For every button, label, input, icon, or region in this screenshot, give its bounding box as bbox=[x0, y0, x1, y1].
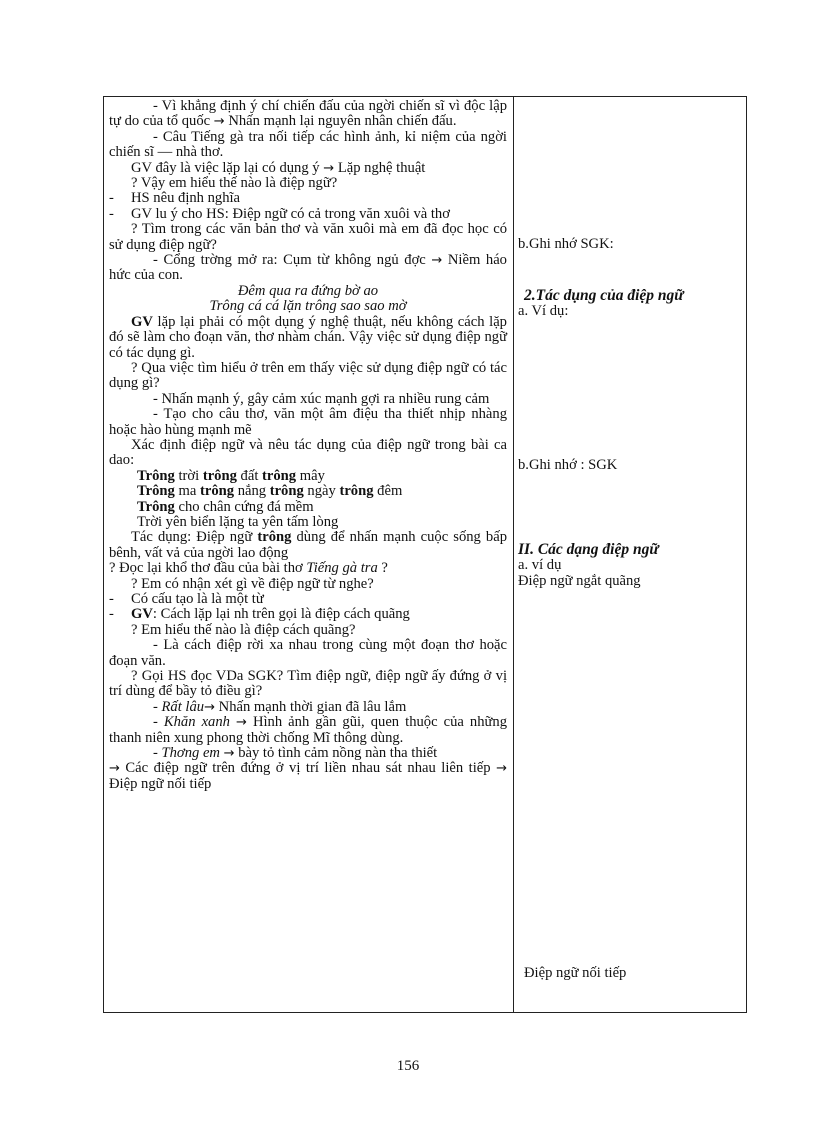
example-label: a. Ví dụ: bbox=[518, 303, 569, 319]
text-line: - Khăn xanh → Hình ảnh gần gũi, quen thuộc của những thanh niên xung phong thời chống Mĩ thông dùng. bbox=[109, 714, 507, 746]
question: ? Đọc lại khổ thơ đầu của bài thơ Tiếng gà tra ? bbox=[109, 560, 388, 577]
lesson-table bbox=[103, 96, 747, 1013]
text-line: GV đây là việc lặp lại có dụng ý → Lặp nghệ thuật bbox=[131, 159, 426, 176]
text-line: - Vì khẳng định ý chí chiến đấu của ngời chiến sĩ vì độc lập tự do của tổ quốc → Nhấn mạnh lại nguyên nhân chiến đấu. bbox=[109, 98, 507, 130]
text-line: → Các điệp ngữ trên đứng ở vị trí liền nhau sát nhau liên tiếp → Điệp ngữ nối tiếp bbox=[109, 760, 507, 792]
note-label: b.Ghi nhớ SGK: bbox=[518, 236, 614, 252]
section-heading: 2.Tác dụng của điệp ngữ bbox=[524, 287, 684, 304]
question: ? Em có nhận xét gì về điệp ngữ từ nghe? bbox=[131, 575, 374, 592]
example-label: a. ví dụ bbox=[518, 557, 562, 573]
type-label: Điệp ngữ ngắt quãng bbox=[518, 573, 641, 589]
verse-line: Đêm qua ra đứng bờ ao bbox=[237, 282, 379, 299]
note-label: b.Ghi nhớ : SGK bbox=[518, 457, 618, 473]
text-line: Tác dụng: Điệp ngữ trông dùng để nhấn mạnh cuộc sống bấp bênh, vất vả của ngời lao động bbox=[109, 529, 508, 561]
question: ? Vậy em hiểu thế nào là điệp ngữ? bbox=[131, 175, 338, 192]
text-line: - Cổng trờng mở ra: Cụm từ không ngủ đợc → Niềm háo hức của con. bbox=[109, 252, 507, 284]
question: ? Tìm trong các văn bản thơ và văn xuôi mà em đã đọc học có sử dụng điệp ngữ? bbox=[109, 221, 507, 253]
question: ? Gọi HS đọc VDa SGK? Tìm điệp ngữ, điệp ngữ ấy đứng ở vị trí dùng để bầy tỏ điều gì? bbox=[109, 668, 507, 700]
poem-line: Trông ma trông nắng trông ngày trông đêm bbox=[137, 483, 403, 500]
question: ? Em hiểu thế nào là điệp cách quãng? bbox=[131, 621, 356, 638]
arrow-right-icon: → bbox=[204, 699, 215, 715]
verse-line: Trông cá cá lặn trông sao sao mờ bbox=[209, 298, 407, 315]
arrow-right-icon: → bbox=[213, 114, 225, 130]
question: ? Qua việc tìm hiểu ở trên em thấy việc sử dụng điệp ngữ có tác dụng gì? bbox=[109, 359, 507, 392]
poem-line: Trông trời trông đất trông mây bbox=[137, 467, 325, 484]
poem-line: Trời yên biển lặng ta yên tấm lòng bbox=[137, 513, 339, 530]
dash-item: - Có cấu tạo là là một từ bbox=[109, 591, 264, 607]
arrow-right-icon: → bbox=[109, 761, 120, 777]
arrow-right-icon: → bbox=[236, 715, 247, 731]
arrow-right-icon: → bbox=[323, 160, 335, 176]
text-line: Xác định điệp ngữ và nêu tác dụng của điệp ngữ trong bài ca dao: bbox=[109, 436, 507, 469]
left-column bbox=[109, 99, 507, 792]
type-label: Điệp ngữ nối tiếp bbox=[524, 965, 627, 981]
text-line: - Rất lâu→ Nhấn mạnh thời gian đã lâu lắm bbox=[153, 698, 407, 715]
text-line: - Là cách điệp rời xa nhau trong cùng một đoạn thơ hoặc đoạn văn. bbox=[109, 637, 507, 669]
poem-line: Trông cho chân cứng đá mềm bbox=[137, 498, 314, 515]
text-line: - Thơng em → bày tỏ tình cảm nồng nàn tha thiết bbox=[153, 745, 438, 762]
text-line: - Nhấn mạnh ý, gây cảm xúc mạnh gợi ra nhiều rung cảm bbox=[153, 390, 490, 407]
dash-item: - HS nêu định nghĩa bbox=[109, 190, 241, 207]
arrow-right-icon: → bbox=[223, 746, 235, 762]
arrow-right-icon: → bbox=[496, 761, 507, 777]
text-line: - Tạo cho câu thơ, văn một âm điệu tha thiết nhịp nhàng hoặc hào hùng mạnh mẽ bbox=[109, 406, 507, 438]
dash-item: - GV lu ý cho HS: Điệp ngữ có cả trong văn xuôi và thơ bbox=[109, 205, 450, 222]
text-line: - Câu Tiếng gà tra nối tiếp các hình ảnh, kỉ niệm của ngời chiến sĩ — nhà thơ. bbox=[109, 128, 507, 161]
dash-item: - GV: Cách lặp lại nh trên gọi là điệp cách quãng bbox=[109, 606, 410, 623]
arrow-right-icon: → bbox=[431, 253, 443, 269]
right-column bbox=[516, 97, 744, 1012]
section-heading: II. Các dạng điệp ngữ bbox=[518, 541, 659, 558]
page-number: 156 bbox=[396, 1058, 420, 1074]
text-line: GV lặp lại phải có một dụng ý nghệ thuật, nếu không cách lặp đó sẽ làm cho đoạn văn, thơ nhàm chán. Vậy việc sử dụng điệp ngữ có tác dụng gì. bbox=[109, 313, 507, 361]
column-divider bbox=[513, 97, 514, 1012]
